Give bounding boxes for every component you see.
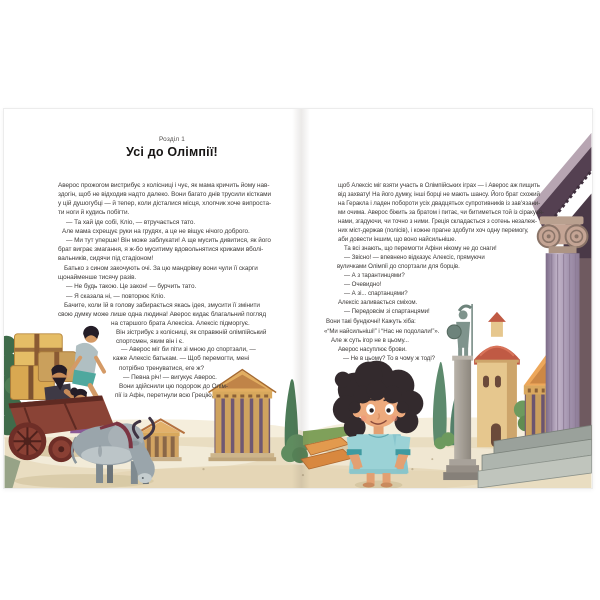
text-line: брат виграє змагання, я ж-бо муситиму вдовольнятися криками вболі- [58,246,264,253]
text-line: Але мама схрещує руки на грудях, а це не віщує нічого доброго. [62,228,250,235]
text-line: Вони здійснили цю подорож до Олім- [119,383,228,390]
text-line: — А з тарантинцями? [344,272,405,279]
text-line: — Не в цьому? То в чому ж тоді? [343,355,435,362]
text-line: — Ми тут уперше! Він може заблукати! А ще мусить дивитися, як його [66,237,271,244]
text-line: від захвату! На його думку, інші борці не мають шансу. Його брат схожий [338,191,540,198]
text-line: щоб Алексіс міг взяти участь в Олімпійських іграх — і Аверос аж пищить [338,182,540,189]
text-line: у цій душогубці — й тепер, коли дісталися місця, хлопчик хоче випроста- [58,200,272,207]
text-line: — Звісно! — впевнено відказує Алексіс, прямуючи [344,254,485,261]
text-line: Аверос прожогом вистрибує з колісниці і чує, як мама кричить йому нав- [58,182,270,189]
text-line: «“Ми найсильніші!” і “Нас не подолали!”». [324,328,440,335]
chapter-label: Розділ 1 [158,136,186,143]
text-line: на старшого брата Алексіса. Алексіс підморгує. [111,320,250,327]
text-line: Алексіс заливається сміхом. [338,299,418,306]
text-line: — Передовсім зі спартанцями! [344,308,430,315]
text-line: — Певна річ! — вигукує Аверос. [123,374,217,381]
text-line: Вони такі бундючні! Кажуть хіба: [326,318,416,325]
text-line: здогін, щоб не відходив надто далеко. Вони багато днів трусили кістками [58,191,272,198]
text-line: ми очима. Аверос біжить за братом і питає, чи битиметься той із сіракузя- [338,209,544,216]
text-line: на Геракла і ладен побороти усіх двадцятьох супротивників із зав’язани- [338,200,541,207]
text-line: Він зістрибує з колісниці, як справжній олімпійський [116,329,267,336]
text-line: Батько з сином закочують очі. За цю мандрівку вони чули її скарги [64,265,258,272]
text-line: потрібно тренуватися, еге ж? [119,365,204,372]
cypress-tree [281,379,308,463]
text-line: — Не будь такою. Це закон! — бурчить тато. [66,283,197,290]
text-line: Аверос насуплює брови. [338,346,407,353]
text-line: щонайменше тисячу разів. [58,274,137,281]
book-spread [3,108,593,489]
text-line: них міст-держав (полісів), і кожне прагне здобути хоч одну перемогу, [338,227,529,234]
text-line: вуличками Олімпії до спортзали для борців. [337,263,460,270]
text-line: ти ноги й кудись побігти. [58,209,130,216]
text-line: — Та хай іде собі, Кліо, — втручається тато. [66,219,196,226]
text-line: Але ж суть ігор не в цьому... [331,337,409,344]
text-line: свою думку може лише одна людина! Аверос кидає благальний погляд [58,311,267,318]
text-line: пії із Афін, перетнули всю Грецію, [115,392,214,399]
text-line: — Я сказала ні, — повторює Кліо. [66,293,166,300]
text-line: нами, згадуючи, чи точно з ними. Греція складається з сотень незалеж- [338,218,538,225]
text-line: аби довести іншим, що воно найсильніше. [338,236,457,243]
text-line: — Аверос міг би піти зі мною до спортзали, — [121,346,256,353]
text-line: Та всі знають, що перемогти Афіни нікому не до снаги! [344,245,497,252]
text-line: — А зі... спартанцями? [344,290,408,297]
text-line: вальників, сидячи під стадіоном! [58,255,154,262]
text-line: Бачите, коли їй в голову забирається якась ідея, змусити її змінити [64,302,260,309]
chapter-title: Усі до Олімпії! [126,145,218,159]
text-line: спортсмен, яким він і є. [116,338,184,345]
text-line: каже Алексіс батькам. — Щоб перемогти, мені [113,355,250,362]
text-line: — Очевидно! [344,281,382,288]
